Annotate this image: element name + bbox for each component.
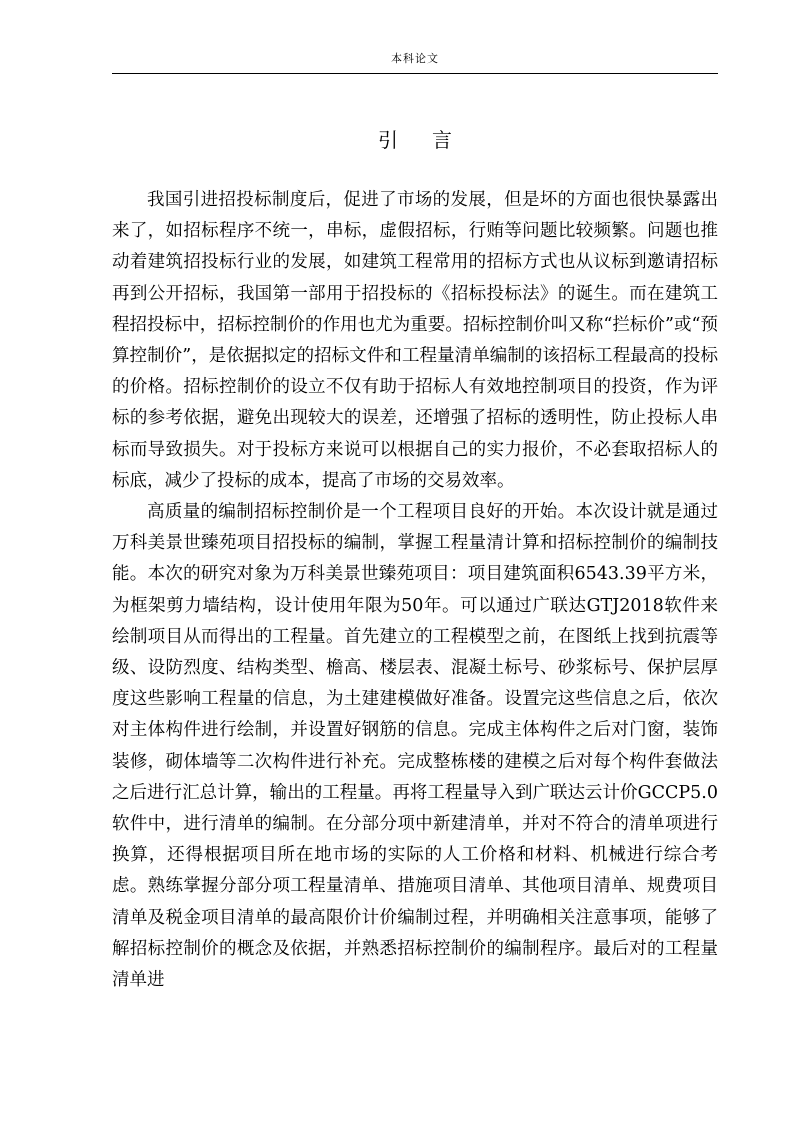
paragraph-2: 高质量的编制招标控制价是一个工程项目良好的开始。本次设计就是通过万科美景世臻苑项目招投标的编制，掌握工程量清计算和招标控制价的编制技能。本次的研究对象为万科美景世臻苑项目：项目建筑面积6543.39平方米，为框架剪力墙结构，设计使用年限为50年。可以通过广联达GTJ2018软件来绘制项目从而得出的工程量。首先建立的工程模型之前，在图纸上找到抗震等级、设防烈度、结构类型、檐高、楼层表、混凝土标号、砂浆标号、保护层厚度这些影响工程量的信息，为土建建模做好准备。设置完这些信息之后，依次对主体构件进行绘制，并设置好钢筋的信息。完成主体构件之后对门窗，装饰装修，砌体墙等二次构件进行补充。完成整栋楼的建模之后对每个构件套做法之后进行汇总计算，输出的工程量。再将工程量导入到广联达云计价GCCP5.0软件中，进行清单的编制。在分部分项中新建清单，并对不符合的清单项进行换算，还得根据项目所在地市场的实际的人工价格和材料、机械进行综合考虑。熟练掌握分部分项工程量清单、措施项目清单、其他项目清单、规费项目清单及税金项目清单的最高限价计价编制过程，并明确相关注意事项，能够了解招标控制价的概念及依据，并熟悉招标控制价的编制程序。最后对的工程量清单进 <box>112 502 718 991</box>
paragraph-1: 我国引进招投标制度后，促进了市场的发展，但是坏的方面也很快暴露出来了，如招标程序不统一，串标，虚假招标，行贿等问题比较频繁。问题也推动着建筑招投标行业的发展，如建筑工程常用的招标方式也从议标到邀请招标再到公开招标，我国第一部用于招投标的《招标投标法》的诞生。而在建筑工程招投标中，招标控制价的作用也尤为重要。招标控制价叫又称“拦标价”或“预算控制价”，是依据拟定的招标文件和工程量清单编制的该招标工程最高的投标的价格。招标控制价的设立不仅有助于招标人有效地控制项目的投资，作为评标的参考依据，避免出现较大的误差，还增强了招标的透明性，防止投标人串标而导致损失。对于投标方来说可以根据自己的实力报价，不必套取招标人的标底，减少了投标的成本，提高了市场的交易效率。 <box>112 190 718 491</box>
section-title: 引言 <box>378 128 486 152</box>
body-text <box>112 185 718 996</box>
running-header: 本科论文 <box>391 52 439 65</box>
header-rule <box>112 73 718 74</box>
